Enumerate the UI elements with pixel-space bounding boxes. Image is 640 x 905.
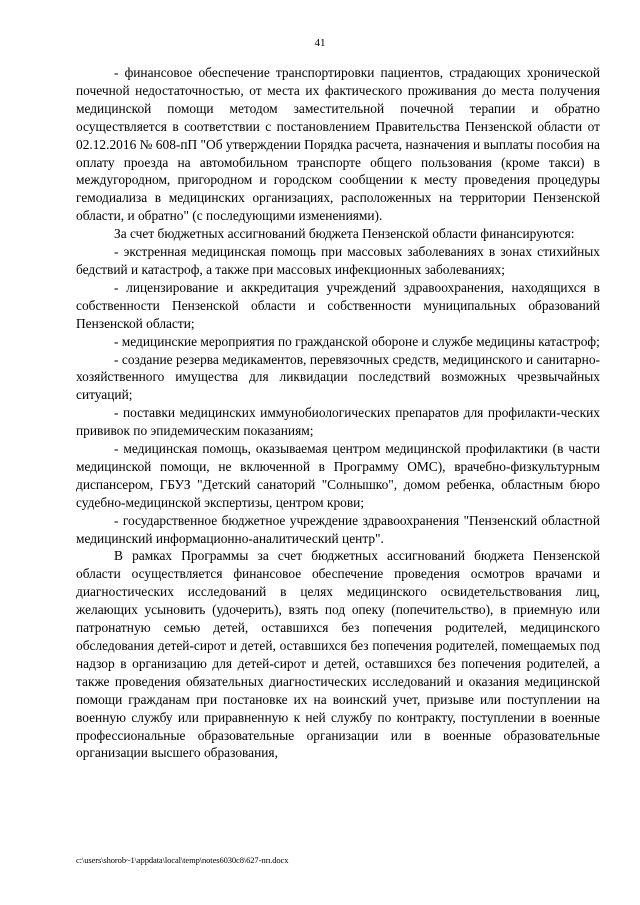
paragraph-budget-intro: За счет бюджетных ассигнований бюджета Пензенской области финансируются: xyxy=(114,226,575,242)
paragraph-examinations: В рамках Программы за счет бюджетных ассигнований бюджета Пензенской области осуществляется финансовое обеспечение проведения осмотров врачами и диагностических исследований в целях медицинского освидетельствования лиц, желающих усыновить (удочерить), взять под опеку (попечительство), в приемную или патронатную семью детей, оставшихся без попечения родителей, медицинского обследования детей-сирот и детей, оставшихся без попечения родителей, помещаемых под надзор в организацию для детей-сирот и детей, оставшихся без попечения родителей, а также проведения обязательных диагностических исследований и оказания медицинской помощи гражданам при постановке их на воинский учет, призыве или поступлении на военную службу или приравненную к ней службу по контракту, поступлении в военные профессиональные образовательные организации или в военные образовательные организации высшего образования, xyxy=(76,548,600,761)
paragraph-emergency-care: - экстренная медицинская помощь при массовых заболеваниях в зонах стихийных бедствий и катастроф, а также при массовых инфекционных заболеваниях; xyxy=(76,244,600,277)
paragraph-analytics-center: - государственное бюджетное учреждение здравоохранения "Пензенский областной медицинский информационно-аналитический центр". xyxy=(76,512,600,546)
paragraph-transport-financing: - финансовое обеспечение транспортировки пациентов, страдающих хронической почечной недостаточностью, от места их фактического проживания до места получения медицинской помощи методом заместительной почечной терапии и обратно осуществляется в соответствии с постановлением Правительства Пензенской области от 02.12.2016 № 608-пП "Об утверждении Порядка расчета, назначения и выплаты пособия на оплату проезда на автомобильном транспорте общего пользования (кроме такси) в междугородном, пригородном и городском сообщении к месту проведения процедуры гемодиализа в медицинских организациях, расположенных на территории Пензенской области, и обратно" (с последующими изменениями). xyxy=(76,65,600,224)
paragraph-medical-reserve: - создание резерва медикаментов, перевязочных средств, медицинского и санитарно-хозяйственного имущества для ликвидации последствий возможных чрезвычайных ситуаций; xyxy=(76,351,600,403)
file-path-footer: c:\users\shorob~1\appdata\local\temp\notes6030c8\627-пп.docx xyxy=(76,855,289,865)
paragraph-prevention-center: - медицинская помощь, оказываемая центром медицинской профилактики (в части медицинской помощи, не включенной в Программу ОМС), врачебно-физкультурным диспансером, ГБУЗ "Детский санаторий "Солнышко", домом ребенка, областным бюро судебно-медицинской экспертизы, центром крови; xyxy=(76,441,600,510)
paragraph-civil-defense: - медицинские мероприятия по гражданской обороне и службе медицины катастроф; xyxy=(114,333,600,349)
paragraph-immunobiological: - поставки медицинских иммунобиологических препаратов для профилакти-ческих прививок по эпидемическим показаниям; xyxy=(76,405,600,439)
document-body xyxy=(76,64,600,762)
page-number: 41 xyxy=(314,37,326,49)
paragraph-licensing: - лицензирование и аккредитация учреждений здравоохранения, находящихся в собственности Пензенской области и собственности муниципальных образований Пензенской области; xyxy=(76,279,600,331)
